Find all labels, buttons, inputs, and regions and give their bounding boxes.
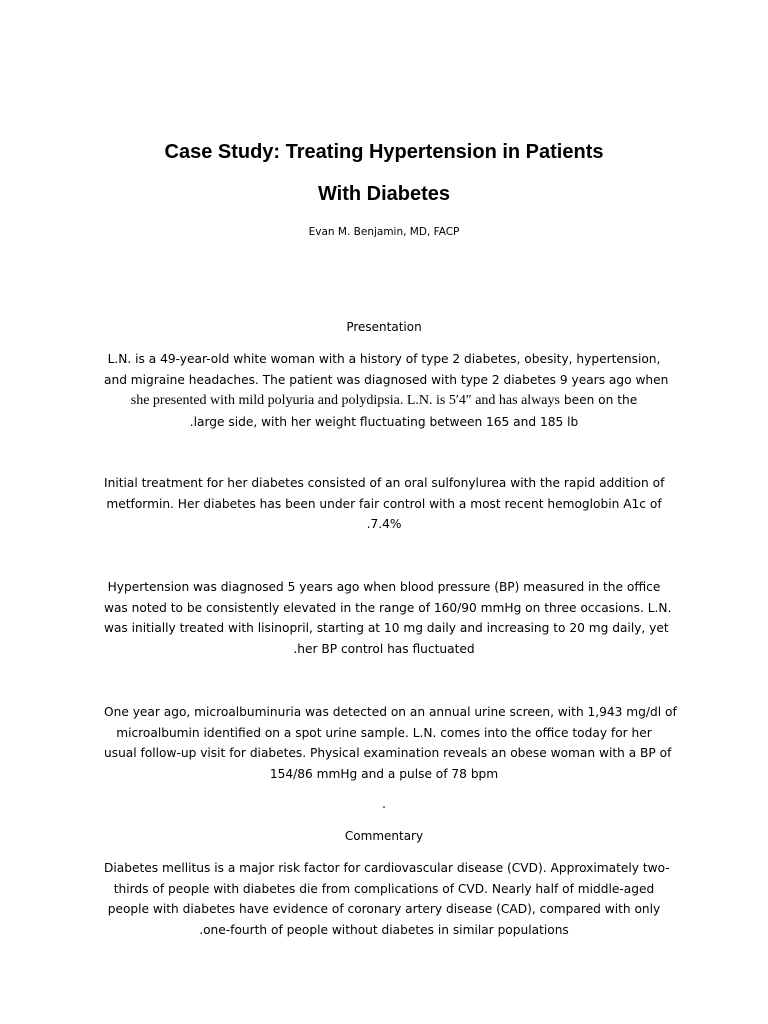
section-heading-presentation: Presentation	[346, 320, 422, 334]
paragraph-line: .one-fourth of people without diabetes in similar populations	[199, 922, 569, 937]
paragraph-line: .large side, with her weight fluctuating between 165 and 185 lb	[189, 414, 579, 429]
paragraph-line: was noted to be consistently elevated in the range of 160/90 mmHg on three occasions. L.N.	[104, 600, 672, 615]
paragraph-line: microalbumin identified on a spot urine sample. L.N. comes into the office today for her	[116, 725, 652, 740]
serif-text-run: she presented with mild polyuria and polydipsia. L.N. is 5′4″ and has always	[130, 393, 560, 408]
paragraph-line: and migraine headaches. The patient was diagnosed with type 2 diabetes 9 years ago when	[104, 372, 669, 387]
sans-text-run: been on the	[559, 393, 638, 407]
document-title-line-1: Case Study: Treating Hypertension in Patients	[164, 141, 604, 163]
paragraph-patient-history	[104, 349, 669, 432]
paragraph-line: Initial treatment for her diabetes consisted of an oral sulfonylurea with the rapid addition of	[104, 476, 665, 490]
separator-dot: .	[382, 797, 386, 811]
paragraph-line: 154/86 mmHg and a pulse of 78 bpm	[269, 766, 499, 781]
author-byline: Evan M. Benjamin, MD, FACP	[308, 226, 460, 238]
paragraph-line: thirds of people with diabetes die from complications of CVD. Nearly half of middle-aged	[113, 881, 655, 896]
paragraph-line	[104, 390, 664, 412]
paragraph-line: metformin. Her diabetes has been under fair control with a most recent hemoglobin A1c of	[106, 496, 662, 511]
paragraph-line: Diabetes mellitus is a major risk factor for cardiovascular disease (CVD). Approximately two-	[104, 861, 670, 875]
paragraph-line: people with diabetes have evidence of coronary artery disease (CAD), compared with only	[107, 902, 661, 916]
paragraph-line: was initially treated with lisinopril, starting at 10 mg daily and increasing to 20 mg daily, yet	[104, 621, 669, 635]
paragraph-line: L.N. is a 49-year-old white woman with a history of type 2 diabetes, obesity, hypertension,	[107, 352, 661, 366]
paragraph-line: usual follow-up visit for diabetes. Physical examination reveals an obese woman with a BP of	[104, 746, 672, 760]
paragraph-line: .her BP control has fluctuated	[293, 641, 475, 656]
paragraph-commentary	[104, 858, 670, 940]
paragraph-line: Hypertension was diagnosed 5 years ago when blood pressure (BP) measured in the office	[107, 580, 661, 594]
paragraph-hypertension	[104, 577, 672, 659]
paragraph-initial-treatment	[104, 473, 664, 535]
document-title-line-2: With Diabetes	[317, 183, 451, 205]
paragraph-microalbuminuria	[104, 702, 677, 784]
section-heading-commentary: Commentary	[344, 829, 424, 843]
paragraph-line: .7.4%	[366, 517, 402, 531]
paragraph-line: One year ago, microalbuminuria was detected on an annual urine screen, with 1,943 mg/dl of	[104, 705, 677, 719]
